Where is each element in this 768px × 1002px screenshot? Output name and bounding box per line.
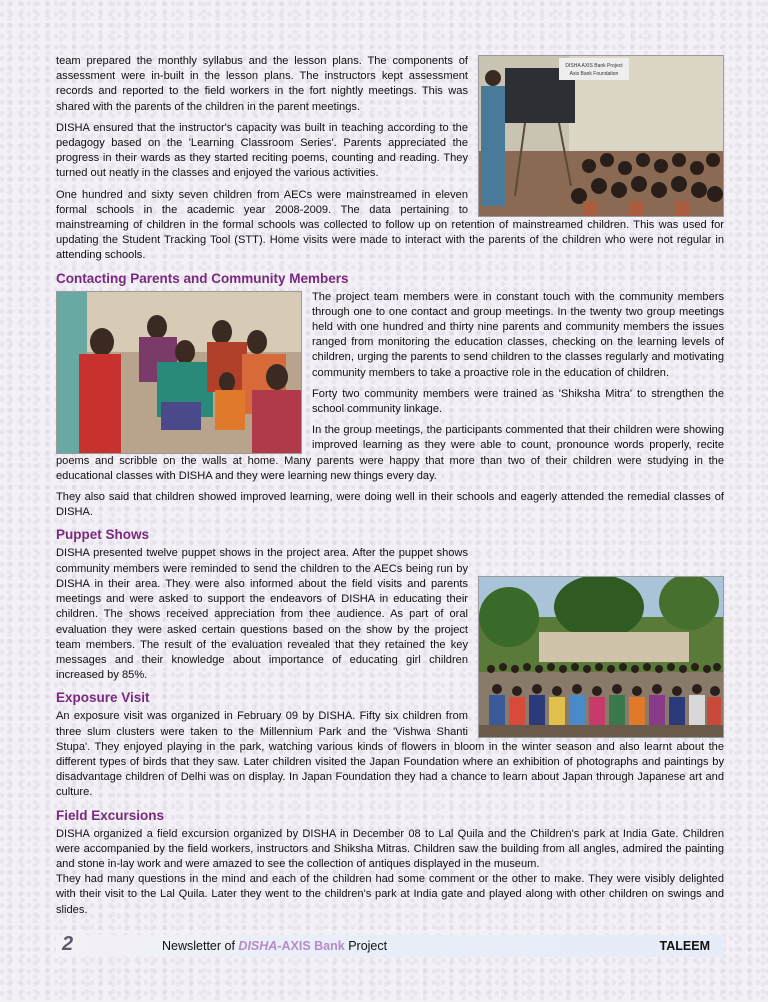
board-text-2: Axis Bank Foundation [569,71,619,77]
paragraph-exposure-1: An exposure visit was organized in February 09 by DISHA. Fifty six children from three slum clusters were taken to the Millennium Park and the 'Vishwa Shanti Stupa'. They enjoyed playing in the park, watching various kinds of flowers in bloom in the winter season and also learnt about the different types of birds that they saw. Later children visited the Japan Foundation where an exhibition of photographs and paintings by disadvantage children of Delhi was on display. In Japan Foundation they had a chance to learn about Japan through Japanese art and culture. [56,710,724,799]
page-content [56,54,724,924]
page-footer [56,935,724,957]
heading-puppet: Puppet Shows [56,527,150,543]
newsletter-suffix: Project [344,939,388,953]
paragraph-field-1: DISHA organized a field excursion organized by DISHA in December 08 to Lal Quila and the Children's park at India Gate. Children were accompanied by the field workers, instructors and Shiksha Mitras. Children saw the building from all angles, admired the painting and stone in-lay work and were amazed to see the collection of antiques displayed in the museum. [56,827,724,870]
heading-contacting: Contacting Parents and Community Members [56,270,349,286]
brand-axis: -AXIS Bank [277,939,345,953]
paragraph-contacting-2: Forty two community members were trained as 'Shiksha Mitra' to strengthen the school community linkage. [312,387,724,416]
newsletter-prefix: Newsletter of [162,939,239,953]
publication-title: TALEEM [659,939,710,953]
paragraph-contacting-1: The project team members were in constant touch with the community members through one to one contact and group meetings. In the twenty two group meetings held with one hundred and thirty nine parents and community members the issues ranged from monitoring the education classes, checking on the learning levels of children, urging the parents to send children to the classes regularly and motivating community members to take a proactive role in the education of children. [312,290,724,379]
paragraph-intro-3: One hundred and sixty seven children from AECs were mainstreamed in eleven formal schools in the academic year 2008-2009. The data pertaining to mainstreaming of children in the formal schools was collected to follow up on retention of mainstreamed children. This was used for updating the Student Tracking Tool (STT). Home visits were made to interact with the parents of the children who were not regular in attending schools. [56,188,724,262]
paragraph-field-2: They had many questions in the mind and each of the children had some comment or the other to make. They were visibly delighted with their visit to the Lal Quila. Later they went to the children's park at India gate and played along with other children on swings and slides. [56,873,724,916]
brand-disha: DISHA [238,939,278,953]
newsletter-title [162,939,387,953]
page-number: 2 [62,933,74,955]
heading-field: Field Excursions [56,807,165,823]
board-text-1: DISHA AXIS Bank Project [565,63,623,69]
paragraph-contacting-3: In the group meetings, the participants commented that their children were showing improved learning as they were able to count, pronounce words properly, recite poems and scribble on the walls at home. Many parents were happy that more than two of their children were studying in the educational classes with DISHA and they were learning new things every day. [56,424,724,482]
paragraph-puppet-1: DISHA presented twelve puppet shows in the project area. After the puppet shows community members were reminded to send the children to the AECs being run by DISHA in their area. They were also informed about the field visits and parents meetings and were asked to support the endeavors of DISHA in educating their children. The shows received appreciation from thee audience. As part of oral evaluation they were asked certain questions based on the show by the project team members. The result of the evaluation revealed that they retained the key messages and their knowledge about importance of educating girl children increased by 85%. [56,547,468,682]
community-meeting-photo [56,291,302,454]
children-group-photo [478,576,724,738]
heading-exposure: Exposure Visit [56,690,150,706]
paragraph-contacting-4: They also said that children showed improved learning, were doing well in their schools and eagerly attended the remedial classes of DISHA. [56,491,724,519]
classroom-photo [478,55,724,217]
paragraph-intro-1: team prepared the monthly syllabus and the lesson plans. The components of assessment were in-built in the lesson plans. The instructors kept assessment records and reported to the field workers in the fort nightly meetings. This was shared with the parents of the children in the parent meetings. [56,55,468,113]
paragraph-intro-2: DISHA ensured that the instructor's capacity was built in teaching according to the pedagogy based on the 'Learning Classroom Series'. Parents appreciated the progress in their wards as they started reciting poems, counting and reading. They turned out neatly in the classes and enjoyed the various activities. [56,121,468,180]
